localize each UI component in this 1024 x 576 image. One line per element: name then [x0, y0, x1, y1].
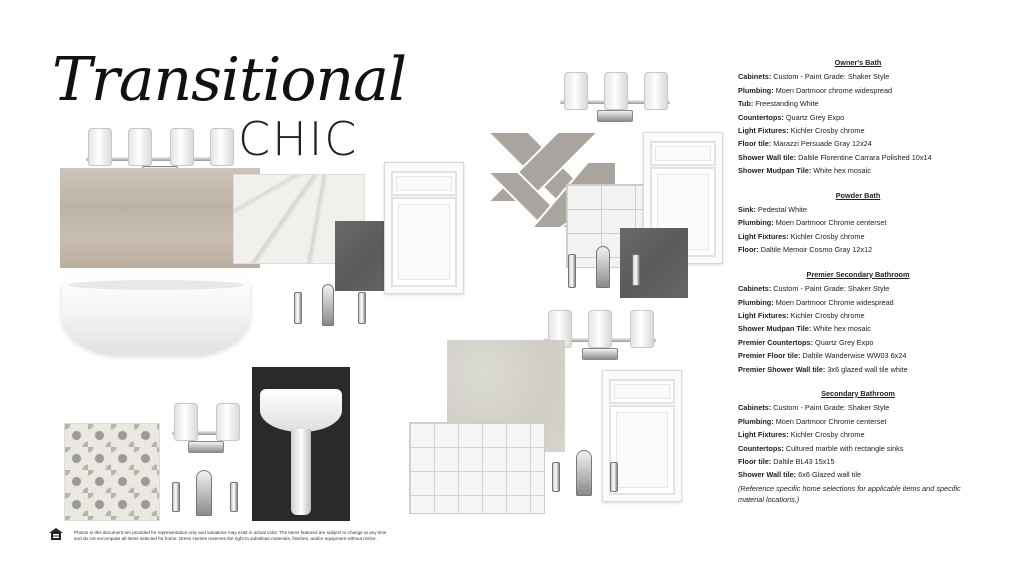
- selection-row: [738, 164, 978, 177]
- selection-row: [738, 296, 978, 309]
- selection-row: [738, 428, 978, 441]
- selection-value: Custom - Paint Grade: Shaker Style: [773, 72, 890, 82]
- selection-label: Shower Mudpan Tile:: [738, 166, 812, 176]
- selection-label: Shower Wall tile:: [738, 470, 797, 480]
- selection-label: Light Fixtures:: [738, 310, 789, 320]
- floor-tile-swatch: [60, 168, 260, 268]
- selection-label: Light Fixtures:: [738, 430, 789, 440]
- vanity-light-three-a: [560, 72, 670, 122]
- section: [738, 268, 978, 376]
- selection-row: [738, 203, 978, 216]
- selection-row: [738, 70, 978, 83]
- selection-label: Floor:: [738, 245, 759, 255]
- selection-value: Custom - Paint Grade: Shaker Style: [773, 284, 890, 294]
- selection-value: White hex mosaic: [813, 324, 871, 334]
- selection-row: [738, 282, 978, 295]
- selection-label: Cabinets:: [738, 284, 772, 294]
- selection-label: Plumbing:: [738, 297, 774, 307]
- selection-label: Light Fixtures:: [738, 126, 789, 136]
- reference-note: (Reference specific home selections for applicable items and specific material locations.): [738, 483, 961, 504]
- selection-value: Moen Dartmoor Chrome centerset: [775, 416, 887, 426]
- selection-row: [738, 349, 978, 362]
- selection-value: Daltile Wanderwise WW03 6x24: [802, 351, 907, 361]
- selection-value: Daltile Memoir Cosmo Gray 12x12: [760, 245, 873, 255]
- selection-row: [738, 322, 978, 335]
- selection-row: [738, 363, 978, 376]
- section-heading: Owner's Bath: [834, 58, 882, 67]
- selection-label: Shower Mudpan Tile:: [738, 324, 812, 334]
- selection-label: Floor tile:: [738, 139, 772, 149]
- selection-value: Daltile BL43 15x15: [773, 456, 835, 466]
- selection-label: Cabinets:: [738, 72, 772, 82]
- section: [738, 189, 978, 257]
- selection-label: Sink:: [738, 205, 756, 215]
- selection-value: 6x6 Glazed wall tile: [798, 470, 862, 480]
- selection-value: Pedestal White: [757, 205, 807, 215]
- selection-label: Light Fixtures:: [738, 231, 789, 241]
- selection-label: Premier Floor tile:: [738, 351, 801, 361]
- selection-label: Countertops:: [738, 443, 784, 453]
- selection-value: Marazzi Persuade Gray 12x24: [773, 139, 872, 149]
- selection-value: Kichler Crosby chrome: [790, 430, 865, 440]
- disclaimer-line-1: Photos in this document are provided for representation only and variations may exist in actual color. The items featured are subject to change at any time: [74, 530, 387, 535]
- selection-label: Countertops:: [738, 112, 784, 122]
- selection-row: [738, 84, 978, 97]
- selection-value: Kichler Crosby chrome: [790, 126, 865, 136]
- section: [738, 387, 978, 505]
- selection-label: Premier Countertops:: [738, 337, 814, 347]
- secondary-faucet: [548, 448, 622, 496]
- selection-value: Moen Dartmoor Chrome widespread: [775, 297, 894, 307]
- selection-value: Quartz Grey Expo: [815, 337, 874, 347]
- selection-row: [738, 216, 978, 229]
- selection-row: [738, 415, 978, 428]
- selection-row: [738, 137, 978, 150]
- selection-row: [738, 401, 978, 414]
- selection-label: Shower Wall tile:: [738, 152, 797, 162]
- equal-housing-icon: [49, 528, 63, 540]
- selection-value: Kichler Crosby chrome: [790, 231, 865, 241]
- selection-row: [738, 111, 978, 124]
- vanity-light-two: [172, 403, 240, 453]
- disclaimer: [74, 530, 444, 542]
- section: [738, 56, 978, 178]
- selection-value: Moen Dartmoor chrome widespread: [775, 85, 893, 95]
- selection-value: 3x6 glazed wall tile white: [827, 364, 908, 374]
- section-heading: Secondary Bathroom: [821, 388, 895, 398]
- pedestal-sink: [252, 367, 350, 521]
- selection-row: [738, 442, 978, 455]
- selection-row: [738, 455, 978, 468]
- powder-floor-tile-swatch: [64, 423, 160, 521]
- selection-label: Tub:: [738, 99, 754, 109]
- selection-row: [738, 309, 978, 322]
- selections-panel: [738, 56, 978, 516]
- widespread-faucet: [288, 280, 374, 326]
- selection-label: Premier Shower Wall tile:: [738, 364, 826, 374]
- selection-value: Custom - Paint Grade: Shaker Style: [773, 403, 890, 413]
- selection-row: [738, 151, 978, 164]
- selection-label: Cabinets:: [738, 403, 772, 413]
- selection-value: Daltile Florentine Carrara Polished 10x14: [798, 152, 932, 162]
- selection-label: Plumbing:: [738, 416, 774, 426]
- selection-label: Floor tile:: [738, 456, 772, 466]
- selection-row: [738, 124, 978, 137]
- page-subtitle: CHIC: [238, 112, 359, 166]
- disclaimer-line-2: and do not encompass all items selected for home. Drees Homes reserves the right to substitute materials, finishes, and/or equipment without notice.: [74, 536, 377, 541]
- selection-row: [738, 97, 978, 110]
- shaker-cabinet-swatch: [384, 162, 464, 294]
- selection-row: [738, 230, 978, 243]
- selection-value: Moen Dartmoor Chrome centerset: [775, 218, 887, 228]
- selection-row: [738, 468, 978, 481]
- section-heading: Premier Secondary Bathroom: [806, 269, 910, 279]
- selection-row: [738, 243, 978, 256]
- selection-value: Freestanding White: [755, 99, 819, 109]
- selection-value: Quartz Grey Expo: [785, 112, 845, 122]
- selection-value: White hex mosaic: [813, 166, 871, 176]
- section-heading: Powder Bath: [835, 190, 881, 200]
- selection-value: Kichler Crosby chrome: [790, 310, 865, 320]
- premier-faucet: [556, 242, 644, 288]
- freestanding-tub: [62, 276, 250, 354]
- selection-row: [738, 336, 978, 349]
- secondary-wall-tile-swatch: [409, 422, 545, 514]
- centerset-faucet: [168, 468, 242, 516]
- selection-label: Plumbing:: [738, 218, 774, 228]
- selection-value: Cultured marble with rectangle sinks: [785, 443, 904, 453]
- selection-label: Plumbing:: [738, 85, 774, 95]
- page-title: Transitional: [52, 45, 407, 115]
